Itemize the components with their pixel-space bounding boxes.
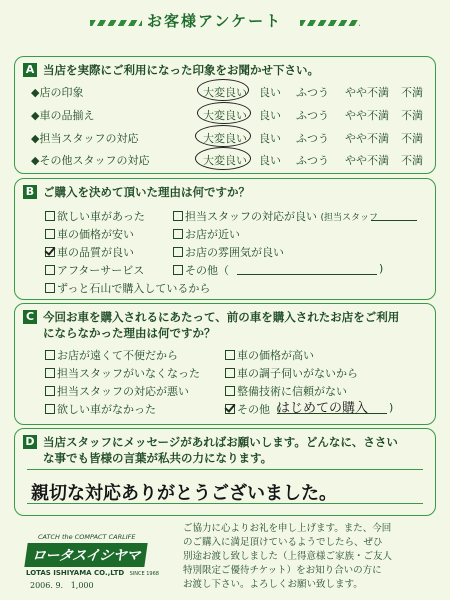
row-label: ◆その他スタッフの対応: [31, 154, 150, 167]
other-reason-line: [237, 274, 377, 275]
logo-wordmark: ロータスイシヤマ: [24, 543, 147, 567]
reason-option[interactable]: 車の価格が安い: [45, 226, 134, 242]
rating-option[interactable]: 不満: [401, 132, 423, 145]
page-title: お客様アンケート: [147, 12, 283, 30]
note-line: ご協力に心よりお礼を申し上げます。また、今回: [183, 523, 392, 534]
reason-option[interactable]: 欲しい車があった: [45, 208, 145, 224]
row-label: ◆店の印象: [31, 86, 84, 99]
note-line: お渡し下さい。よろしくお願い致します。: [183, 579, 363, 590]
rating-option[interactable]: 大変良い: [203, 86, 247, 99]
section-c: [14, 303, 436, 425]
checkbox[interactable]: [45, 368, 55, 378]
rating-option[interactable]: 良い: [259, 132, 281, 145]
section-d-question-line1: 当店スタッフにメッセージがあればお願いします。どんなに、ささい: [43, 435, 398, 449]
checkbox[interactable]: [45, 229, 55, 239]
section-a-letter: A: [23, 63, 37, 77]
rating-option[interactable]: ふつう: [296, 109, 329, 122]
note-line: 別途お渡し致しました（上得意様ご家族・ご友人: [183, 551, 393, 562]
checkbox-checked[interactable]: [45, 247, 55, 257]
section-c-question-line1: 今回お車を購入されるにあたって、前の車を購入されたお店をご利用: [43, 310, 400, 324]
company-name: LOTAS ISHIYAMA CO.,LTD: [26, 569, 125, 577]
rating-option[interactable]: 不満: [401, 109, 423, 122]
header: [0, 6, 450, 36]
checkbox[interactable]: [45, 404, 55, 414]
reason-option[interactable]: 車の調子伺いがないから: [225, 365, 358, 381]
checkbox[interactable]: [45, 283, 55, 293]
close-paren: ): [389, 401, 394, 414]
company-logo: [26, 533, 166, 577]
since-label: SINCE 1968: [129, 571, 159, 577]
print-edition: 2006. 9. 1,000: [30, 581, 94, 590]
rating-option[interactable]: ふつう: [296, 154, 329, 167]
checkbox[interactable]: [173, 247, 183, 257]
rating-option[interactable]: やや不満: [345, 109, 389, 122]
rating-option[interactable]: 大変良い: [203, 132, 247, 145]
reason-option[interactable]: 担当スタッフの対応が良い (担当スタッフ: [173, 208, 378, 224]
logo-tagline: CATCH the COMPACT CARLIFE: [38, 533, 136, 541]
rating-option[interactable]: 不満: [401, 154, 423, 167]
note-line: 特別限定ご優待チケット）をお知り合いの方に: [183, 565, 382, 576]
section-c-question-line2: にならなかった理由は何ですか？: [43, 326, 216, 340]
header-left-stripes: [90, 20, 142, 26]
rating-option[interactable]: 良い: [259, 154, 281, 167]
rating-option[interactable]: ふつう: [296, 132, 329, 145]
handwritten-message: 親切な対応ありがとうございました。: [31, 483, 337, 504]
reason-option[interactable]: 担当スタッフがいなくなった: [45, 365, 200, 381]
section-b-question: ご購入を決めて頂いた理由は何ですか？: [43, 185, 250, 199]
reason-option[interactable]: 欲しい車がなかった: [45, 401, 156, 417]
rating-option[interactable]: 良い: [259, 109, 281, 122]
section-d-letter: D: [23, 435, 37, 449]
message-line: [27, 469, 423, 470]
rating-option[interactable]: やや不満: [345, 86, 389, 99]
checkbox[interactable]: [173, 229, 183, 239]
reason-option[interactable]: ずっと石山で購入しているから: [45, 280, 210, 296]
message-line: [27, 503, 423, 504]
checkbox[interactable]: [225, 350, 235, 360]
thank-you-note: [183, 522, 392, 592]
rating-option[interactable]: 大変良い: [203, 109, 247, 122]
checkbox[interactable]: [45, 211, 55, 221]
rating-option[interactable]: 大変良い: [203, 154, 247, 167]
reason-option[interactable]: お店が近い: [173, 226, 240, 242]
header-right-stripes: [300, 20, 360, 26]
rating-option[interactable]: 不満: [401, 86, 423, 99]
checkbox[interactable]: [225, 386, 235, 396]
checkbox[interactable]: [173, 211, 183, 221]
other-reason-line: [277, 413, 387, 414]
rating-option[interactable]: やや不満: [345, 154, 389, 167]
close-paren: ): [379, 262, 384, 275]
reason-option[interactable]: 担当スタッフの対応が悪い: [45, 383, 189, 399]
section-d-question-line2: な事でも皆様の言葉が私共の力になります。: [43, 451, 273, 465]
checkbox[interactable]: [45, 386, 55, 396]
rating-option[interactable]: 良い: [259, 86, 281, 99]
section-c-letter: C: [23, 310, 37, 324]
section-a-question: 当店を実際にご利用になった印象をお聞かせ下さい。: [43, 63, 319, 77]
checkbox-checked[interactable]: [225, 404, 235, 414]
row-label: ◆車の品揃え: [31, 109, 95, 122]
checkbox[interactable]: [173, 265, 183, 275]
reason-option[interactable]: その他（: [225, 401, 281, 417]
reason-option[interactable]: お店が遠くて不便だから: [45, 347, 178, 363]
checkbox[interactable]: [45, 350, 55, 360]
section-b-letter: B: [23, 185, 37, 199]
checkbox[interactable]: [45, 265, 55, 275]
row-label: ◆担当スタッフの対応: [31, 132, 139, 145]
reason-option[interactable]: アフターサービス: [45, 262, 144, 278]
reason-option[interactable]: その他（: [173, 262, 229, 278]
checkbox[interactable]: [225, 368, 235, 378]
section-a: [14, 56, 436, 174]
note-line: のご購入に満足頂けているようでしたら、ぜひ: [183, 537, 383, 548]
rating-option[interactable]: やや不満: [345, 132, 389, 145]
handwritten-other-reason: はじめての購入: [277, 401, 369, 416]
reason-option[interactable]: お店の雰囲気が良い: [173, 244, 284, 260]
reason-option[interactable]: 整備技術に信頼がない: [225, 383, 347, 399]
reason-option[interactable]: 車の品質が良い: [45, 244, 134, 260]
reason-option[interactable]: 車の価格が高い: [225, 347, 314, 363]
staff-name-line: [371, 220, 417, 221]
section-d: [14, 428, 436, 516]
rating-option[interactable]: ふつう: [296, 86, 329, 99]
section-b: [14, 178, 436, 300]
